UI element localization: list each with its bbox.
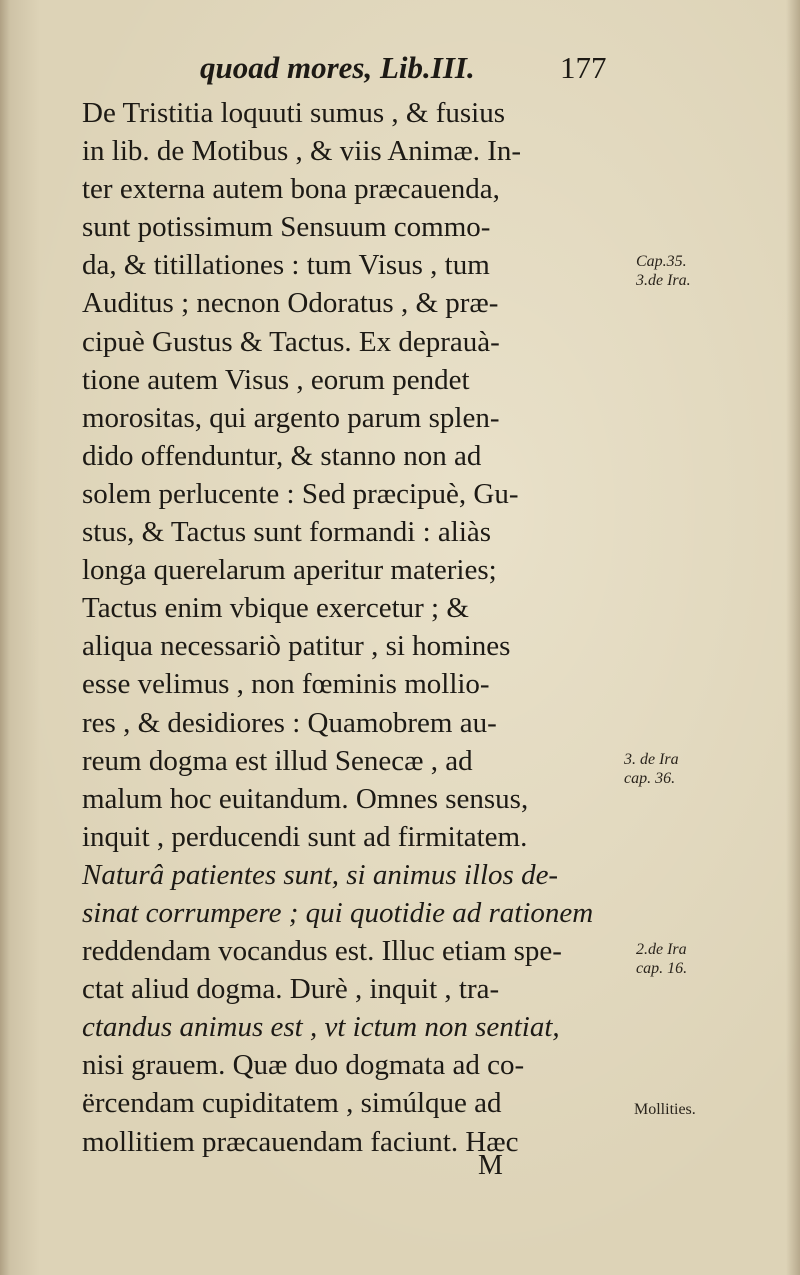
margin-note-line: cap. 36. [624, 770, 676, 787]
margin-note [636, 940, 687, 978]
text-line: dido offenduntur, & stanno non ad [82, 439, 482, 472]
page-edge-shadow [786, 0, 800, 1275]
text-line: esse velimus , non fœminis mollio- [82, 668, 490, 701]
margin-note-line: Cap.35. [636, 253, 687, 270]
text-line: reum dogma est illud Senecæ , ad [82, 744, 473, 777]
catchword: M [478, 1150, 503, 1181]
text-line: De Tristitia loquuti sumus , & fusius [82, 97, 505, 129]
text-line: stus, & Tactus sunt formandi : aliàs [82, 516, 492, 549]
text-line: longa querelarum aperitur materies; [82, 554, 497, 587]
text-line: in lib. de Motibus , & viis Animæ. In- [82, 135, 522, 168]
margin-note-line: 3.de Ira. [636, 272, 691, 289]
text-line: aliqua necessariò patitur , si homines [82, 630, 511, 663]
text-line: res , & desidiores : Quamobrem au- [82, 706, 497, 739]
text-line: nisi grauem. Quæ duo dogmata ad co- [82, 1049, 525, 1082]
text-line: ctandus animus est , vt ictum non sentiat, [82, 1011, 560, 1044]
text-line: ter externa autem bona præcauenda, [82, 173, 500, 206]
margin-note [636, 252, 691, 290]
text-line: malum hoc euitandum. Omnes sensus, [82, 782, 529, 815]
page-header [200, 50, 630, 86]
text-line: ctat aliud dogma. Durè , inquit , tra- [82, 973, 500, 1006]
text-line: solem perlucente : Sed præcipuè, Gu- [82, 477, 519, 510]
text-line: sunt potissimum Sensuum commo- [82, 211, 491, 244]
text-line: mollitiem præcauendam faciunt. Hæc [82, 1125, 519, 1158]
margin-note-line: 3. de Ira [624, 751, 679, 768]
text-line: sinat corrumpere ; qui quotidie ad rationem [82, 896, 594, 929]
text-line: Auditus ; necnon Odoratus , & præ- [82, 287, 499, 320]
margin-note-line: 2.de Ira [636, 941, 687, 958]
text-line: morositas, qui argento parum splen- [82, 401, 500, 434]
text-line: reddendam vocandus est. Illuc etiam spe- [82, 935, 562, 968]
text-line: da, & titillationes : tum Visus , tum [82, 249, 490, 282]
text-line: inquit , perducendi sunt ad firmitatem. [82, 820, 528, 853]
text-line: Naturâ patientes sunt, si animus illos de- [82, 858, 559, 891]
margin-note [624, 750, 679, 788]
text-line: Tactus enim vbique exercetur ; & [82, 592, 469, 625]
running-title: quoad mores, Lib.III. [200, 50, 475, 85]
margin-note-line: cap. 16. [636, 960, 688, 977]
body-text [82, 94, 642, 1161]
margin-note-line: Mollities. [634, 1101, 696, 1118]
text-line: tione autem Visus , eorum pendet [82, 363, 470, 396]
margin-note [634, 1100, 696, 1119]
page-number: 177 [560, 50, 607, 85]
text-line: cipuè Gustus & Tactus. Ex deprauà- [82, 325, 500, 358]
text-line: ërcendam cupiditatem , simúlque ad [82, 1087, 502, 1120]
